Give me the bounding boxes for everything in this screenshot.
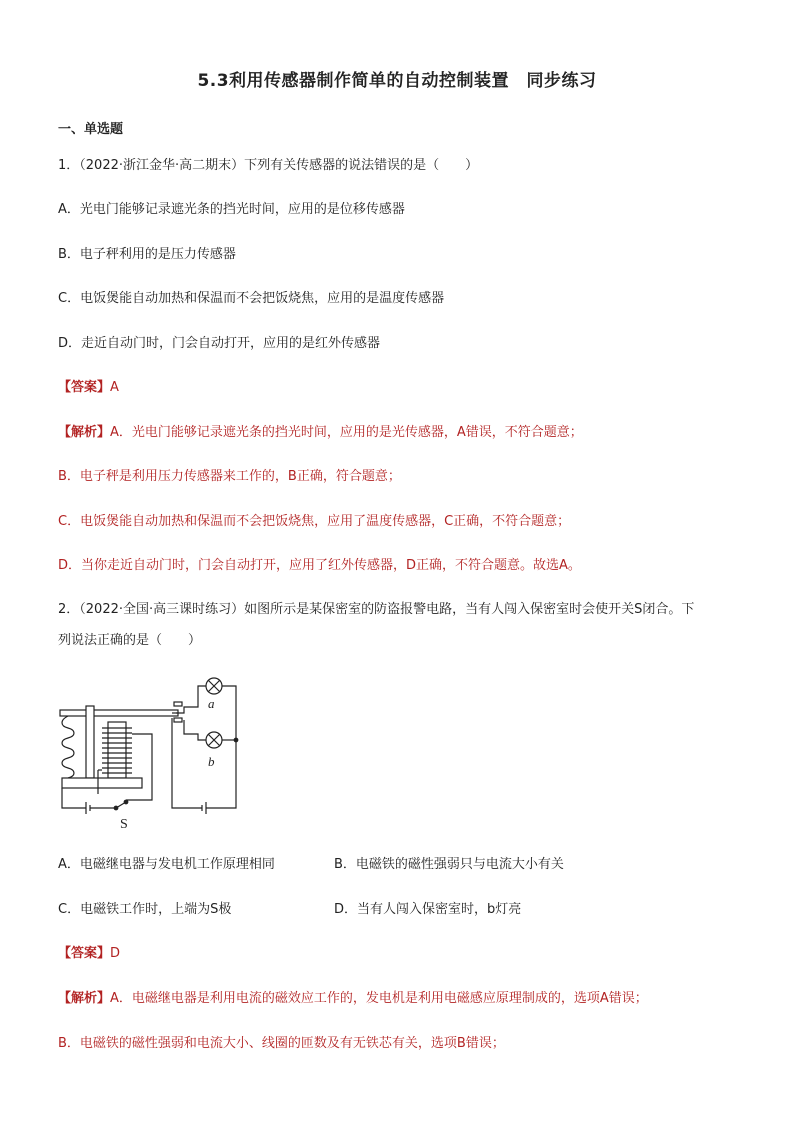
q1-analysis-line-1: [58, 423, 583, 443]
q1-option-a: A．光电门能够记录遮光条的挡光时间，应用的是位移传感器: [58, 202, 405, 217]
lamp-b-label: b: [208, 754, 215, 769]
q1-stem: 1．（2022·浙江金华·高二期末）下列有关传感器的说法错误的是（ ）: [58, 158, 479, 173]
q2-answer-tag: 【答案】: [58, 946, 111, 961]
q1-answer-tag: 【答案】: [58, 380, 111, 395]
q1-answer-value: A: [110, 380, 119, 395]
relay-lever: [60, 710, 178, 716]
lamp-a-label: a: [208, 696, 215, 711]
electromagnet-core: [108, 722, 126, 778]
q2-analysis-line-1: [58, 989, 648, 1009]
q1-option-c: C．电饭煲能自动加热和保温而不会把饭烧焦，应用的是温度传感器: [58, 291, 445, 306]
relay-pillar: [86, 706, 94, 778]
q1-analysis-line-4: D．当你走近自动门时，门会自动打开，应用了红外传感器，D正确，不符合题意。故选A。: [58, 558, 581, 573]
q1-analysis-line-3: C．电饭煲能自动加热和保温而不会把饭烧焦，应用了温度传感器，C正确，不符合题意；: [58, 514, 571, 529]
q2-analysis-tag: 【解析】: [58, 991, 111, 1006]
q2-option-d: D．当有人闯入保密室时，b灯亮: [334, 902, 522, 917]
relay-base: [62, 778, 142, 788]
q1-analysis-tag: 【解析】: [58, 425, 111, 440]
q1-option-b: B．电子秤利用的是压力传感器: [58, 247, 236, 262]
q2-option-b: B．电磁铁的磁性强弱只与电流大小有关: [334, 857, 564, 872]
q1-analysis-line-2: B．电子秤是利用压力传感器来工作的，B正确，符合题意；: [58, 469, 401, 484]
alarm-circuit-diagram: [58, 674, 258, 834]
q2-option-c: C．电磁铁工作时，上端为S极: [58, 902, 232, 917]
q2-stem-line-2: 列说法正确的是（ ）: [58, 633, 202, 648]
section-heading: 一、单选题: [58, 122, 124, 137]
q1-analysis-text: A．光电门能够记录遮光条的挡光时间，应用的是光传感器，A错误，不符合题意；: [110, 425, 583, 440]
q2-analysis-text: A．电磁继电器是利用电流的磁效应工作的，发电机是利用电磁感应原理制成的，选项A错误；: [110, 991, 648, 1006]
switch-label: S: [120, 817, 128, 832]
q2-answer: [58, 944, 120, 964]
q2-stem-line-1: 2．（2022·全国·高三课时练习）如图所示是某保密室的防盗报警电路，当有人闯入保密室时会使开关S闭合。下: [58, 602, 695, 617]
page-title: 5.3利用传感器制作简单的自动控制装置 同步练习: [197, 71, 597, 91]
relay-spring: [62, 716, 74, 778]
q2-option-a: A．电磁继电器与发电机工作原理相同: [58, 857, 275, 872]
q2-answer-value: D: [110, 946, 121, 961]
q2-analysis-line-2: B．电磁铁的磁性强弱和电流大小、线圈的匝数及有无铁芯有关，选项B错误；: [58, 1036, 505, 1051]
q1-option-d: D．走近自动门时，门会自动打开，应用的是红外传感器: [58, 336, 381, 351]
q1-answer: [58, 378, 119, 398]
